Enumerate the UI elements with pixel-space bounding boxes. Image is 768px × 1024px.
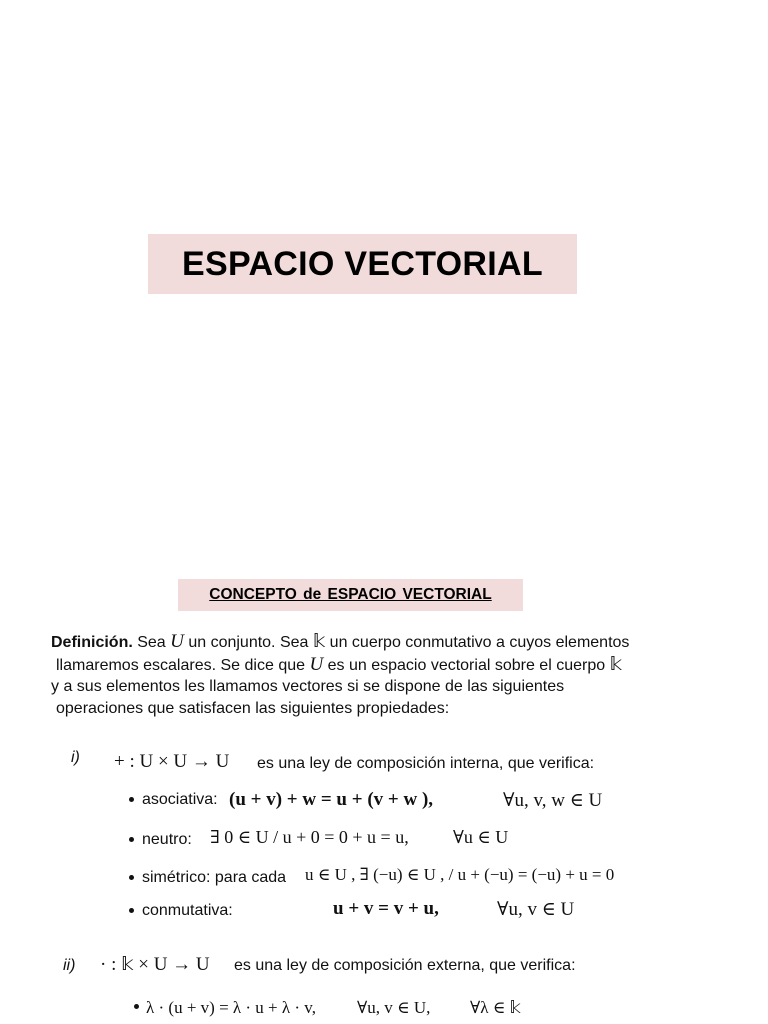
definition-line-2 bbox=[56, 653, 622, 676]
set-symbol: U bbox=[309, 654, 324, 675]
property-name: simétrico: para cada bbox=[142, 869, 287, 886]
field-symbol: 𝕜 bbox=[509, 998, 521, 1018]
operation-part: × U → U bbox=[133, 954, 210, 975]
definition-label: Definición. bbox=[51, 634, 133, 651]
bullet-icon bbox=[129, 837, 134, 842]
distributive-formula: λ · (u + v) = λ · u + λ · v, bbox=[146, 998, 316, 1017]
distributive-quantifier-2 bbox=[470, 998, 521, 1018]
title-banner bbox=[148, 234, 577, 294]
associative-formula: (u + v) + w = u + (v + w ), bbox=[229, 789, 434, 810]
property-name: conmutativa: bbox=[142, 902, 233, 919]
text: Sea bbox=[132, 634, 171, 651]
distributive-quantifier: ∀u, v ∈ U, bbox=[357, 998, 431, 1017]
property-name: asociativa: bbox=[142, 791, 218, 808]
symmetric-formula: u ∈ U , ∃ (−u) ∈ U , / u + (−u) = (−u) + u = 0 bbox=[305, 865, 615, 884]
property-distributive bbox=[134, 998, 145, 1016]
bullet-icon bbox=[129, 908, 134, 913]
property-name: neutro: bbox=[142, 831, 192, 848]
operation-part: · : bbox=[100, 954, 122, 975]
definition-line-1 bbox=[51, 630, 629, 653]
commutative-quantifier: ∀u, v ∈ U bbox=[497, 899, 575, 920]
text: un conjunto. Sea bbox=[183, 634, 313, 651]
definition-line-3: y a sus elementos les llamamos vectores si se dispone de las siguientes bbox=[51, 678, 565, 695]
commutative-formula: u + v = v + u, bbox=[333, 898, 439, 919]
external-law-description: es una ley de composición externa, que verifica: bbox=[234, 957, 576, 974]
text: es un espacio vectorial sobre el cuerpo bbox=[323, 657, 610, 674]
external-operation bbox=[100, 953, 210, 976]
text: un cuerpo conmutativo a cuyos elementos bbox=[325, 634, 630, 651]
field-symbol: 𝕜 bbox=[609, 653, 622, 675]
definition-line-4: operaciones que satisfacen las siguientes propiedades: bbox=[56, 700, 450, 717]
property-symmetric bbox=[129, 869, 286, 887]
property-associative bbox=[129, 791, 218, 809]
bullet-icon bbox=[134, 1004, 139, 1009]
internal-law-description: es una ley de composición interna, que verifica: bbox=[257, 755, 595, 772]
property-neutral bbox=[129, 831, 192, 849]
text: ∀λ ∈ bbox=[470, 998, 510, 1017]
subtitle-banner bbox=[178, 579, 523, 611]
property-commutative bbox=[129, 902, 233, 920]
text: llamaremos escalares. Se dice que bbox=[56, 657, 310, 674]
section-heading: CONCEPTO de ESPACIO VECTORIAL bbox=[209, 586, 492, 603]
field-symbol: 𝕜 bbox=[312, 630, 326, 652]
item-marker-i: i) bbox=[71, 749, 80, 766]
bullet-icon bbox=[129, 797, 134, 802]
neutral-formula: ∃ 0 ∈ U / u + 0 = 0 + u = u, bbox=[210, 827, 409, 847]
associative-quantifier: ∀u, v, w ∈ U bbox=[503, 790, 603, 811]
page-title: ESPACIO VECTORIAL bbox=[182, 244, 543, 283]
internal-operation: + : U × U → U bbox=[114, 751, 230, 772]
set-symbol: U bbox=[170, 631, 184, 652]
field-symbol: 𝕜 bbox=[121, 953, 134, 975]
item-marker-ii: ii) bbox=[63, 957, 76, 974]
bullet-icon bbox=[129, 875, 134, 880]
neutral-quantifier: ∀u ∈ U bbox=[453, 827, 509, 847]
